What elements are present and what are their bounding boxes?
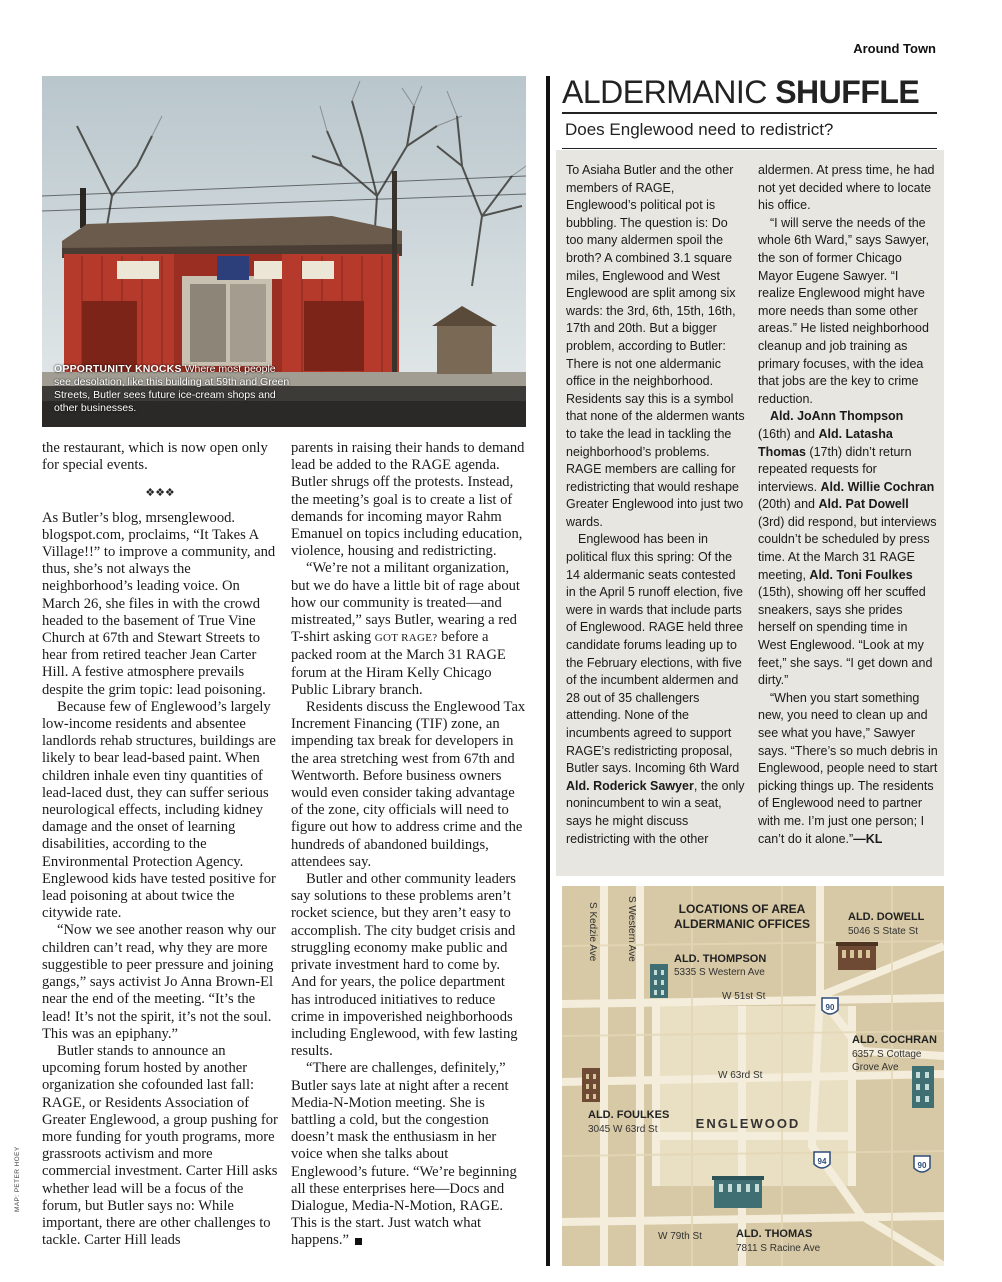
caption-lead: OPPORTUNITY KNOCKS [54, 363, 182, 375]
text-run: (20th) and [758, 497, 819, 512]
office-address-thomas: 7811 S Racine Ave [736, 1243, 821, 1254]
building-icon [712, 1176, 764, 1208]
text-run: (3rd) did respond, but interviews couldn’t be scheduled by press time. At the March 31 RAGE meeting, [758, 514, 937, 582]
end-mark-icon [355, 1238, 362, 1245]
article-column-2 [291, 440, 527, 1250]
alderman-name: Ald. Pat Dowell [818, 497, 909, 512]
sidebar-divider [546, 76, 550, 1266]
article-column-1 [42, 440, 278, 1249]
street-label-63rd: W 63rd St [718, 1070, 763, 1081]
highway-label: 90 [917, 1161, 927, 1170]
alderman-name: Ald. Roderick Sawyer [566, 778, 694, 793]
article-paragraph: “Now we see another reason why our children can’t read, why they are more suggestible to peer pressure and joining gangs,” says activist Jo Anna Brown-El near the end of the meeting. “It’s the lead! It’s not the spirit, it’s not the soul. This was an epiphany.” [42, 922, 276, 1042]
article-paragraph: As Butler’s blog, mrsenglewood. blogspot.com, proclaims, “It Takes A Village!!” to improve a community, and thus, she’s not always the neighborhood’s leading voice. On March 26, she files in with the crowd headed to the basement of True Vine Church at 67th and Stewart Streets to hear from retired teacher Jean Carter Hill. A festive atmosphere prevails despite the grim topic: lead poisoning. [42, 509, 276, 698]
section-label: Around Town [853, 41, 936, 56]
highway-label: 94 [817, 1157, 827, 1166]
article-paragraph: Residents discuss the Englewood Tax Increment Financing (TIF) zone, an impending tax break for developers in the area stretching west from 67th and Wentworth. Before business owners would even consider taking advantage of the zone, city officials will need to figure out how to address crime and the hundreds of abandoned buildings, attendees say. [291, 699, 526, 870]
building-icon [582, 1068, 600, 1102]
article-paragraph [291, 560, 527, 699]
text-run: “We’re not a militant organization, but we do have a little bit of rage about how our community is treated—and mistreated,” says Butler, wearing a red T-shirt asking [291, 560, 520, 646]
sidebar-paragraph: “I will serve the needs of the whole 6th Ward,” says Sawyer, the son of former Chicago Mayor Eugene Sawyer. “I realize Englewood might have more needs than some other areas.” He listed neighborhood cleanup and job training as primary focuses, with the idea that jobs are the key to crime reduction. [758, 215, 930, 406]
street-label-79th: W 79th St [658, 1231, 702, 1242]
sidebar-paragraph [758, 408, 938, 690]
article-paragraph: Butler stands to announce an upcoming forum hosted by another organization she cofounded last fall: RAGE, or Residents Association of Greater Englewood, a group pushing for more funding for youth programs, more grassroots activism and more commercial investment. Carter Hill asks whether lead will be a focus of the forum, but Butler says no: While important, there are other challenges to tackle. Carter Hill leads [42, 1042, 278, 1249]
map-graphic [562, 886, 944, 1266]
text-run: (17th) didn’t return repeated requests for interviews. [758, 444, 912, 494]
photo-caption [54, 363, 294, 415]
title-rule [562, 112, 937, 114]
office-name-foulkes: ALD. FOULKES [588, 1109, 670, 1121]
text-run: , the only nonincumbent to win a seat, says he might discuss redistricting with the other [566, 778, 745, 846]
office-address-cochran: 6357 S Cottage [852, 1049, 922, 1060]
text-run: Englewood has been in political flux this spring: Of the 14 aldermanic seats contested in the April 5 runoff election, five were in wards that include parts of Englewood. RAGE held three candidate forums leading up to the February elections, with five of the incumbent aldermen and 28 out of 35 challengers attending. None of the incumbents agreed to support RAGE’s redistricting proposal, Butler says. Incoming 6th Ward [566, 532, 744, 776]
building-icon [650, 964, 668, 998]
caption-text: Where most people see desolation, like this building at 59th and Green Streets, Butler sees future ice-cream shops and other businesses. [54, 363, 290, 414]
article-paragraph [291, 1060, 527, 1249]
interstate-90-shield-icon [914, 1156, 930, 1172]
office-address-dowell: 5046 S State St [848, 926, 919, 937]
article-photo [42, 76, 526, 427]
alderman-name: Ald. Toni Foulkes [809, 567, 913, 582]
subtitle-rule [562, 148, 937, 149]
article-paragraph: Because few of Englewood’s largely low-income residents and absentee landlords rehab structures, buildings are likely to bear lead-based paint. When children inhale even tiny quantities of lead-laced dust, they can suffer serious neurological effects, including kidney damage and the onset of learning disabilities, according to the Environmental Protection Agency. Englewood kids have tested positive for lead poisoning at about twice the citywide rate. [42, 698, 276, 922]
office-address-cochran-2: Grove Ave [852, 1062, 899, 1073]
highway-label: 90 [825, 1003, 835, 1012]
sidebar-title-light: ALDERMANIC [562, 74, 776, 110]
alderman-name: Ald. JoAnn Thompson [770, 409, 904, 424]
office-address-thompson: 5335 S Western Ave [674, 967, 765, 978]
sidebar-column-2 [758, 162, 938, 848]
article-paragraph: the restaurant, which is now open only for special events. [42, 440, 268, 474]
text-run: (16th) and [758, 426, 819, 441]
street-label-western: S Western Ave [626, 896, 637, 962]
sidebar-title [562, 74, 919, 110]
text-run: “When you start something new, you need to clean up and see what you have,” Sawyer says. “There’s so much debris in Englewood, people need to start picking things up. The residents of Englewood need to partner with me. I’m just one person; I can’t do it alone.” [758, 690, 938, 846]
article-paragraph: Butler and other community leaders say solutions to these problems aren’t rocket science, but they aren’t easy to accomplish. The city budget crisis and struggling economy make public and private investment hard to come by. And for years, the police department has introduced initiatives to reduce crime in impoverished neighborhoods including Englewood, with few lasting results. [291, 871, 518, 1060]
office-name-dowell: ALD. DOWELL [848, 911, 925, 923]
street-label-kedzie: S Kedzie Ave [587, 902, 598, 962]
aldermanic-offices-map [562, 886, 944, 1266]
sidebar-title-bold: SHUFFLE [775, 74, 920, 110]
office-name-thomas: ALD. THOMAS [736, 1228, 813, 1240]
office-name-cochran: ALD. COCHRAN [852, 1034, 937, 1046]
article-paragraph: parents in raising their hands to demand lead be added to the RAGE agenda. Butler shrugs off the protests. Instead, the meeting’s goal is to create a list of demands for incoming mayor Rahm Emanuel on topics including education, violence, housing and redistricting. [291, 440, 525, 560]
text-run: (15th), showing off her scuffed sneakers, says she prides herself on spending time in West Englewood. “Look at my feet,” she says. “I get down and dirty.” [758, 585, 933, 688]
sidebar-column-1 [566, 162, 746, 848]
shirt-slogan: GOT RAGE? [374, 632, 438, 645]
map-title-line2: ALDERMANIC OFFICES [674, 917, 810, 931]
alderman-name: Ald. Willie Cochran [820, 479, 935, 494]
text-run: before a packed room at the March 31 RAGE forum at the Hiram Kelly Chicago Public Library branch. [291, 629, 506, 698]
sidebar-paragraph [566, 531, 746, 848]
building-icon [836, 942, 878, 970]
section-ornament: ❖❖❖ [145, 486, 175, 500]
author-signature: —KL [853, 831, 883, 846]
office-address-foulkes: 3045 W 63rd St [588, 1124, 658, 1135]
text-run: “There are challenges, definitely,” Butler says late at night after a recent Media-N-Motion meeting. She is battling a cold, but the congestion doesn’t mask the enthusiasm in her voice when she talks about Englewood’s future. “We’re beginning all these enterprises here—Docs and Dialogue, Media-N-Motion, RAGE. This is the start. Just watch what happens.” [291, 1060, 517, 1249]
alderman-name: Ald. Latasha Thomas [758, 426, 893, 459]
interstate-94-shield-icon [814, 1152, 830, 1168]
map-credit: MAP: PETER HOEY [14, 1146, 21, 1212]
neighborhood-label: ENGLEWOOD [695, 1116, 801, 1131]
sidebar-subtitle: Does Englewood need to redistrict? [565, 120, 834, 139]
office-name-thompson: ALD. THOMPSON [674, 953, 767, 965]
building-icon [912, 1066, 934, 1108]
sidebar-paragraph [758, 690, 938, 848]
map-title-line1: LOCATIONS OF AREA [678, 902, 806, 916]
interstate-90-shield-icon [822, 998, 838, 1014]
sidebar-paragraph: aldermen. At press time, he had not yet decided where to locate his office. [758, 163, 935, 213]
street-label-51st: W 51st St [722, 991, 766, 1002]
sidebar-paragraph: To Asiaha Butler and the other members of RAGE, Englewood’s political pot is bubbling. The question is: Do too many aldermen spoil the broth? A combined 3.1 square miles, Englewood and West Englewood are split among six wards: the 3rd, 6th, 15th, 16th, 17th and 20th. But a bigger problem, according to Butler: There is not one aldermanic office in the neighborhood. Residents say this is a symbol that none of the aldermen wants to take the lead in tackling the neighborhood’s problems. RAGE members are calling for redistricting that would reshape Greater Englewood into just two wards. [566, 163, 745, 529]
